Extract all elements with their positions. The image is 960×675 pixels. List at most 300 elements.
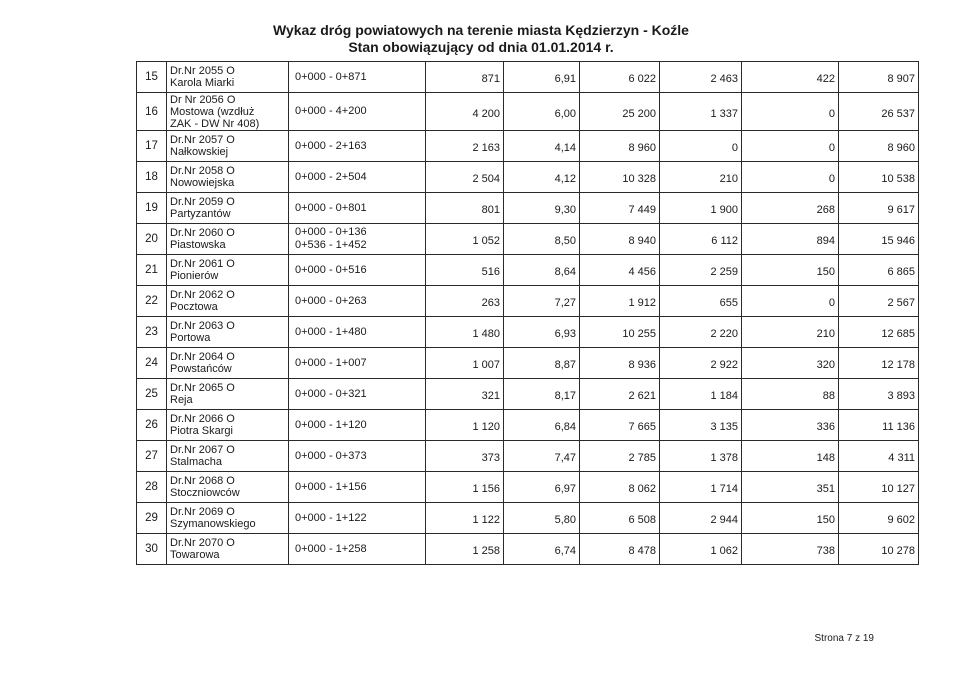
length-cell-value: 1 156 bbox=[472, 483, 500, 495]
chainage-cell bbox=[289, 441, 426, 472]
road-name-line: Dr.Nr 2069 O bbox=[170, 506, 235, 518]
surface-b-cell-value: 148 bbox=[816, 452, 835, 464]
area-cell bbox=[580, 348, 660, 379]
chainage-cell bbox=[289, 348, 426, 379]
road-name-line: Dr.Nr 2066 O bbox=[170, 413, 235, 425]
road-name-line: Pocztowa bbox=[170, 301, 218, 313]
area-cell-value: 6 022 bbox=[628, 73, 656, 85]
road-name-line: Portowa bbox=[170, 332, 211, 344]
road-name-line: Dr.Nr 2059 O bbox=[170, 196, 235, 208]
total-cell-value: 9 602 bbox=[887, 514, 915, 526]
total-cell-value: 9 617 bbox=[887, 204, 915, 216]
surface-a-cell-value: 1 714 bbox=[710, 483, 738, 495]
total-cell bbox=[839, 255, 919, 286]
length-cell bbox=[426, 534, 504, 565]
road-name-line: Dr.Nr 2062 O bbox=[170, 289, 235, 301]
total-cell bbox=[839, 286, 919, 317]
chainage-line: 0+000 - 0+373 bbox=[295, 449, 367, 462]
total-cell bbox=[839, 162, 919, 193]
road-name-cell bbox=[167, 131, 289, 162]
total-cell bbox=[839, 317, 919, 348]
table-row bbox=[137, 193, 919, 224]
surface-b-cell-value: 894 bbox=[816, 235, 835, 247]
row-number-cell: 24 bbox=[137, 348, 167, 379]
length-cell bbox=[426, 62, 504, 93]
width-cell bbox=[504, 503, 580, 534]
length-cell-value: 1 052 bbox=[472, 235, 500, 247]
width-cell bbox=[504, 286, 580, 317]
surface-a-cell-value: 2 944 bbox=[710, 514, 738, 526]
width-cell bbox=[504, 472, 580, 503]
surface-b-cell bbox=[742, 410, 839, 441]
area-cell bbox=[580, 410, 660, 441]
road-name-cell bbox=[167, 441, 289, 472]
table-row bbox=[137, 534, 919, 565]
road-name-line: Dr.Nr 2064 O bbox=[170, 351, 235, 363]
road-name-line: Dr.Nr 2055 O bbox=[170, 65, 235, 77]
area-cell-value: 6 508 bbox=[628, 514, 656, 526]
width-cell-value: 6,91 bbox=[554, 73, 576, 85]
width-cell bbox=[504, 162, 580, 193]
chainage-cell bbox=[289, 224, 426, 255]
road-name-line: Dr.Nr 2057 O bbox=[170, 134, 235, 146]
total-cell-value: 10 538 bbox=[881, 173, 915, 185]
surface-a-cell bbox=[660, 503, 742, 534]
table-row bbox=[137, 348, 919, 379]
area-cell-value: 2 785 bbox=[628, 452, 656, 464]
total-cell bbox=[839, 62, 919, 93]
road-name-cell bbox=[167, 534, 289, 565]
road-name-line: Dr.Nr 2070 O bbox=[170, 537, 235, 549]
length-cell-value: 4 200 bbox=[472, 107, 500, 120]
chainage-line: 0+000 - 1+120 bbox=[295, 418, 367, 431]
area-cell-value: 8 940 bbox=[628, 235, 656, 247]
surface-a-cell bbox=[660, 286, 742, 317]
chainage-line: 0+000 - 0+263 bbox=[295, 294, 367, 307]
area-cell-value: 1 912 bbox=[628, 297, 656, 309]
road-name-cell bbox=[167, 503, 289, 534]
row-number-cell: 18 bbox=[137, 162, 167, 193]
surface-a-cell-value: 1 900 bbox=[710, 204, 738, 216]
length-cell bbox=[426, 503, 504, 534]
surface-a-cell bbox=[660, 410, 742, 441]
length-cell-value: 516 bbox=[481, 266, 500, 278]
width-cell-value: 6,84 bbox=[554, 421, 576, 433]
chainage-cell bbox=[289, 410, 426, 441]
road-name-line: Dr Nr 2056 O bbox=[170, 93, 236, 106]
surface-b-cell bbox=[742, 224, 839, 255]
surface-a-cell bbox=[660, 62, 742, 93]
area-cell bbox=[580, 441, 660, 472]
surface-a-cell bbox=[660, 255, 742, 286]
surface-a-cell-value: 2 259 bbox=[710, 266, 738, 278]
table-row bbox=[137, 286, 919, 317]
surface-a-cell bbox=[660, 162, 742, 193]
length-cell-value: 1 007 bbox=[472, 359, 500, 371]
area-cell-value: 2 621 bbox=[628, 390, 656, 402]
surface-a-cell-value: 2 922 bbox=[710, 359, 738, 371]
area-cell bbox=[580, 193, 660, 224]
width-cell-value: 7,47 bbox=[554, 452, 576, 464]
length-cell-value: 1 480 bbox=[472, 328, 500, 340]
road-name-cell bbox=[167, 255, 289, 286]
total-cell bbox=[839, 503, 919, 534]
length-cell bbox=[426, 472, 504, 503]
surface-a-cell bbox=[660, 131, 742, 162]
area-cell bbox=[580, 62, 660, 93]
row-number-cell: 22 bbox=[137, 286, 167, 317]
width-cell bbox=[504, 348, 580, 379]
surface-a-cell bbox=[660, 534, 742, 565]
table-row bbox=[137, 224, 919, 255]
area-cell-value: 4 456 bbox=[628, 266, 656, 278]
road-name-line: Dr.Nr 2065 O bbox=[170, 382, 235, 394]
length-cell bbox=[426, 193, 504, 224]
table-row bbox=[137, 441, 919, 472]
area-cell bbox=[580, 317, 660, 348]
row-number-cell: 29 bbox=[137, 503, 167, 534]
area-cell bbox=[580, 93, 660, 131]
chainage-cell bbox=[289, 131, 426, 162]
area-cell-value: 7 665 bbox=[628, 421, 656, 433]
total-cell bbox=[839, 472, 919, 503]
road-name-line: Dr.Nr 2067 O bbox=[170, 444, 235, 456]
area-cell-value: 8 936 bbox=[628, 359, 656, 371]
road-name-line: Partyzantów bbox=[170, 208, 231, 220]
total-cell-value: 3 893 bbox=[887, 390, 915, 402]
road-name-line: Dr.Nr 2063 O bbox=[170, 320, 235, 332]
length-cell-value: 1 122 bbox=[472, 514, 500, 526]
surface-b-cell-value: 738 bbox=[816, 545, 835, 557]
area-cell bbox=[580, 503, 660, 534]
chainage-cell bbox=[289, 317, 426, 348]
chainage-cell bbox=[289, 193, 426, 224]
area-cell bbox=[580, 472, 660, 503]
row-number-cell: 27 bbox=[137, 441, 167, 472]
roads-table-body bbox=[137, 62, 919, 565]
total-cell bbox=[839, 93, 919, 131]
chainage-line: 0+000 - 1+480 bbox=[295, 325, 367, 338]
chainage-line: 0+000 - 1+258 bbox=[295, 542, 367, 555]
surface-b-cell bbox=[742, 286, 839, 317]
row-number-cell: 16 bbox=[137, 93, 167, 131]
road-name-cell bbox=[167, 348, 289, 379]
width-cell bbox=[504, 62, 580, 93]
total-cell bbox=[839, 348, 919, 379]
width-cell bbox=[504, 224, 580, 255]
width-cell bbox=[504, 379, 580, 410]
road-name-cell bbox=[167, 62, 289, 93]
width-cell-value: 4,14 bbox=[554, 142, 576, 154]
width-cell-value: 5,80 bbox=[554, 514, 576, 526]
area-cell bbox=[580, 255, 660, 286]
length-cell bbox=[426, 93, 504, 131]
total-cell-value: 15 946 bbox=[881, 235, 915, 247]
chainage-cell bbox=[289, 472, 426, 503]
total-cell-value: 11 136 bbox=[882, 421, 915, 433]
surface-a-cell-value: 1 337 bbox=[710, 107, 738, 120]
chainage-cell bbox=[289, 534, 426, 565]
total-cell-value: 12 178 bbox=[881, 359, 915, 371]
road-name-line: ZAK - DW Nr 408) bbox=[170, 117, 260, 130]
surface-b-cell-value: 336 bbox=[816, 421, 835, 433]
width-cell bbox=[504, 255, 580, 286]
road-name-line: Mostowa (wzdłuż bbox=[170, 105, 255, 118]
surface-a-cell-value: 3 135 bbox=[710, 421, 738, 433]
surface-b-cell-value: 0 bbox=[828, 142, 835, 154]
surface-b-cell-value: 150 bbox=[816, 514, 835, 526]
surface-a-cell-value: 655 bbox=[719, 297, 738, 309]
surface-b-cell bbox=[742, 193, 839, 224]
length-cell-value: 263 bbox=[481, 297, 500, 309]
row-number-cell: 20 bbox=[137, 224, 167, 255]
length-cell bbox=[426, 348, 504, 379]
total-cell-value: 2 567 bbox=[887, 297, 915, 309]
road-name-line: Dr.Nr 2068 O bbox=[170, 475, 235, 487]
surface-a-cell bbox=[660, 193, 742, 224]
road-name-line: Nałkowskiej bbox=[170, 146, 229, 158]
table-row bbox=[137, 162, 919, 193]
total-cell-value: 8 907 bbox=[887, 73, 915, 85]
surface-b-cell bbox=[742, 93, 839, 131]
width-cell-value: 8,87 bbox=[554, 359, 576, 371]
chainage-cell bbox=[289, 503, 426, 534]
surface-b-cell-value: 210 bbox=[816, 328, 835, 340]
surface-b-cell bbox=[742, 162, 839, 193]
road-name-line: Dr.Nr 2060 O bbox=[170, 227, 235, 239]
row-number-cell: 25 bbox=[137, 379, 167, 410]
length-cell-value: 1 258 bbox=[472, 545, 500, 557]
document-title: Wykaz dróg powiatowych na terenie miasta Kędzierzyn - Koźle bbox=[273, 22, 689, 38]
area-cell-value: 25 200 bbox=[622, 107, 656, 120]
length-cell bbox=[426, 410, 504, 441]
road-name-line: Powstańców bbox=[170, 363, 232, 375]
road-name-line: Szymanowskiego bbox=[170, 518, 256, 530]
area-cell-value: 8 062 bbox=[628, 483, 656, 495]
chainage-cell bbox=[289, 162, 426, 193]
road-name-line: Dr.Nr 2061 O bbox=[170, 258, 235, 270]
length-cell bbox=[426, 224, 504, 255]
width-cell-value: 6,74 bbox=[554, 545, 576, 557]
surface-b-cell bbox=[742, 534, 839, 565]
road-name-cell bbox=[167, 286, 289, 317]
width-cell-value: 9,30 bbox=[554, 204, 576, 216]
chainage-cell bbox=[289, 379, 426, 410]
surface-a-cell bbox=[660, 441, 742, 472]
road-name-cell bbox=[167, 472, 289, 503]
road-name-line: Towarowa bbox=[170, 549, 220, 561]
width-cell-value: 8,64 bbox=[554, 266, 576, 278]
surface-a-cell bbox=[660, 93, 742, 131]
area-cell-value: 8 478 bbox=[628, 545, 656, 557]
width-cell-value: 4,12 bbox=[554, 173, 576, 185]
surface-b-cell-value: 320 bbox=[816, 359, 835, 371]
surface-a-cell-value: 2 463 bbox=[710, 73, 738, 85]
total-cell-value: 26 537 bbox=[881, 107, 915, 120]
table-row bbox=[137, 503, 919, 534]
table-row bbox=[137, 472, 919, 503]
surface-a-cell bbox=[660, 224, 742, 255]
width-cell bbox=[504, 410, 580, 441]
total-cell-value: 10 278 bbox=[881, 545, 915, 557]
width-cell-value: 7,27 bbox=[554, 297, 576, 309]
surface-b-cell-value: 0 bbox=[828, 107, 835, 120]
roads-table bbox=[136, 61, 919, 565]
page-number: Strona 7 z 19 bbox=[814, 633, 874, 644]
chainage-line: 0+536 - 1+452 bbox=[295, 239, 367, 251]
area-cell bbox=[580, 286, 660, 317]
road-name-cell bbox=[167, 410, 289, 441]
road-name-line: Karola Miarki bbox=[170, 77, 235, 89]
row-number-cell: 15 bbox=[137, 62, 167, 93]
table-row bbox=[137, 255, 919, 286]
area-cell bbox=[580, 131, 660, 162]
total-cell bbox=[839, 131, 919, 162]
length-cell bbox=[426, 162, 504, 193]
surface-a-cell-value: 210 bbox=[719, 173, 738, 185]
width-cell-value: 8,17 bbox=[554, 390, 576, 402]
total-cell bbox=[839, 441, 919, 472]
chainage-line: 0+000 - 0+801 bbox=[295, 201, 367, 214]
total-cell bbox=[839, 534, 919, 565]
table-row bbox=[137, 317, 919, 348]
length-cell bbox=[426, 131, 504, 162]
surface-b-cell-value: 88 bbox=[822, 390, 835, 402]
surface-b-cell bbox=[742, 379, 839, 410]
width-cell-value: 6,97 bbox=[554, 483, 576, 495]
surface-b-cell bbox=[742, 255, 839, 286]
road-name-line: Reja bbox=[170, 394, 193, 406]
area-cell bbox=[580, 534, 660, 565]
surface-b-cell bbox=[742, 348, 839, 379]
chainage-line: 0+000 - 4+200 bbox=[295, 105, 367, 117]
surface-b-cell-value: 0 bbox=[828, 173, 835, 185]
chainage-cell bbox=[289, 286, 426, 317]
surface-b-cell bbox=[742, 62, 839, 93]
chainage-line: 0+000 - 2+163 bbox=[295, 139, 367, 152]
area-cell bbox=[580, 224, 660, 255]
surface-a-cell bbox=[660, 379, 742, 410]
chainage-line: 0+000 - 0+516 bbox=[295, 263, 367, 276]
width-cell-value: 6,93 bbox=[554, 328, 576, 340]
length-cell bbox=[426, 441, 504, 472]
total-cell-value: 8 960 bbox=[887, 142, 915, 154]
length-cell bbox=[426, 317, 504, 348]
area-cell bbox=[580, 379, 660, 410]
surface-b-cell bbox=[742, 441, 839, 472]
road-name-cell bbox=[167, 317, 289, 348]
road-name-line: Dr.Nr 2058 O bbox=[170, 165, 235, 177]
area-cell-value: 10 255 bbox=[622, 328, 656, 340]
surface-a-cell-value: 1 062 bbox=[710, 545, 738, 557]
surface-b-cell bbox=[742, 503, 839, 534]
table-row bbox=[137, 410, 919, 441]
chainage-cell bbox=[289, 62, 426, 93]
road-name-cell bbox=[167, 193, 289, 224]
total-cell bbox=[839, 224, 919, 255]
chainage-line: 0+000 - 2+504 bbox=[295, 170, 367, 183]
road-name-cell bbox=[167, 224, 289, 255]
length-cell bbox=[426, 255, 504, 286]
width-cell bbox=[504, 93, 580, 131]
road-name-line: Stoczniowców bbox=[170, 487, 240, 499]
length-cell-value: 2 504 bbox=[472, 173, 500, 185]
length-cell-value: 801 bbox=[481, 204, 500, 216]
total-cell bbox=[839, 379, 919, 410]
length-cell-value: 373 bbox=[481, 452, 500, 464]
surface-b-cell bbox=[742, 472, 839, 503]
width-cell-value: 6,00 bbox=[554, 107, 576, 120]
road-name-line: Pionierów bbox=[170, 270, 219, 282]
surface-b-cell-value: 0 bbox=[828, 297, 835, 309]
row-number-cell: 26 bbox=[137, 410, 167, 441]
total-cell bbox=[839, 410, 919, 441]
chainage-line: 0+000 - 0+136 bbox=[295, 226, 367, 238]
length-cell-value: 321 bbox=[481, 390, 500, 402]
row-number-cell: 23 bbox=[137, 317, 167, 348]
chainage-line: 0+000 - 1+156 bbox=[295, 480, 367, 493]
surface-a-cell-value: 6 112 bbox=[711, 235, 738, 247]
road-name-cell bbox=[167, 162, 289, 193]
length-cell-value: 871 bbox=[481, 73, 500, 85]
width-cell bbox=[504, 534, 580, 565]
total-cell bbox=[839, 193, 919, 224]
surface-b-cell-value: 268 bbox=[816, 204, 835, 216]
surface-a-cell bbox=[660, 317, 742, 348]
surface-b-cell-value: 422 bbox=[816, 73, 835, 85]
row-number-cell: 19 bbox=[137, 193, 167, 224]
chainage-cell bbox=[289, 93, 426, 131]
row-number-cell: 17 bbox=[137, 131, 167, 162]
row-number-cell: 21 bbox=[137, 255, 167, 286]
chainage-line: 0+000 - 0+871 bbox=[295, 70, 367, 83]
chainage-line: 0+000 - 1+007 bbox=[295, 356, 367, 369]
table-row bbox=[137, 93, 919, 131]
width-cell bbox=[504, 131, 580, 162]
area-cell bbox=[580, 162, 660, 193]
width-cell bbox=[504, 317, 580, 348]
width-cell-value: 8,50 bbox=[554, 235, 576, 247]
surface-a-cell bbox=[660, 348, 742, 379]
surface-a-cell-value: 1 184 bbox=[710, 390, 738, 402]
area-cell-value: 7 449 bbox=[628, 204, 656, 216]
surface-b-cell bbox=[742, 317, 839, 348]
road-name-line: Piastowska bbox=[170, 239, 226, 251]
table-row bbox=[137, 379, 919, 410]
chainage-line: 0+000 - 0+321 bbox=[295, 387, 367, 400]
total-cell-value: 12 685 bbox=[881, 328, 915, 340]
table-row bbox=[137, 62, 919, 93]
row-number-cell: 28 bbox=[137, 472, 167, 503]
length-cell-value: 2 163 bbox=[472, 142, 500, 154]
area-cell-value: 10 328 bbox=[622, 173, 656, 185]
surface-b-cell-value: 351 bbox=[816, 483, 835, 495]
road-name-cell bbox=[167, 93, 289, 131]
length-cell-value: 1 120 bbox=[472, 421, 500, 433]
road-name-line: Stalmacha bbox=[170, 456, 222, 468]
chainage-line: 0+000 - 1+122 bbox=[295, 511, 367, 524]
surface-a-cell bbox=[660, 472, 742, 503]
surface-b-cell bbox=[742, 131, 839, 162]
total-cell-value: 4 311 bbox=[888, 452, 915, 464]
width-cell bbox=[504, 441, 580, 472]
row-number-cell: 30 bbox=[137, 534, 167, 565]
total-cell-value: 6 865 bbox=[887, 266, 915, 278]
width-cell bbox=[504, 193, 580, 224]
table-row bbox=[137, 131, 919, 162]
surface-a-cell-value: 2 220 bbox=[710, 328, 738, 340]
road-name-line: Nowowiejska bbox=[170, 177, 235, 189]
